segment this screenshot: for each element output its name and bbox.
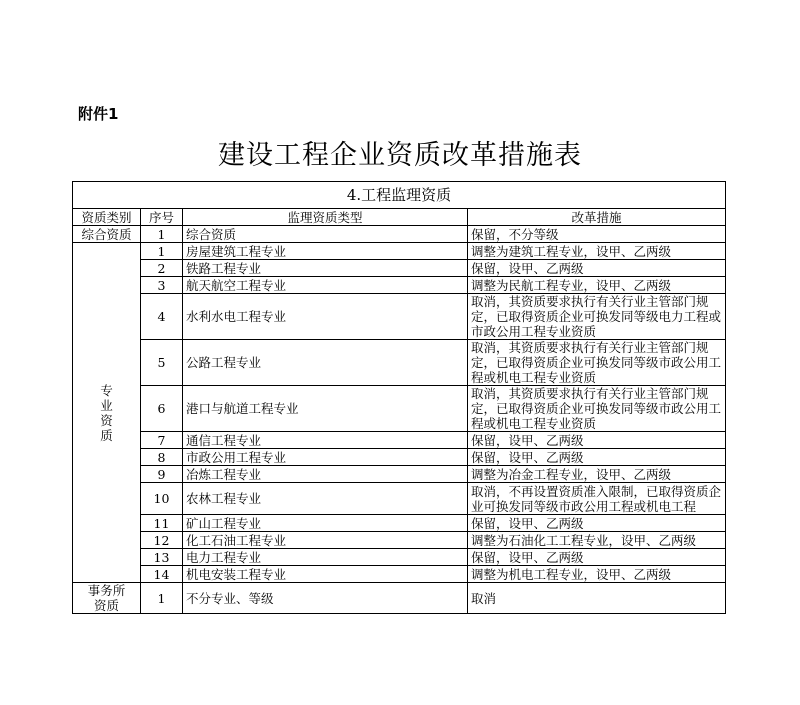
row-type: 化工石油工程专业 xyxy=(183,532,468,549)
row-type: 通信工程专业 xyxy=(183,432,468,449)
table-row xyxy=(73,432,726,449)
row-number: 4 xyxy=(141,294,183,340)
row-number: 10 xyxy=(141,483,183,515)
category-cell: 综合资质 xyxy=(73,226,141,243)
row-measure: 保留，设甲、乙两级 xyxy=(468,432,726,449)
row-measure: 取消，不再设置资质准入限制，已取得资质企业可换发同等级市政公用工程或机电工程 xyxy=(468,483,726,515)
page-title: 建设工程企业资质改革措施表 xyxy=(218,140,582,171)
row-type: 水利水电工程专业 xyxy=(183,294,468,340)
category-line: 资质 xyxy=(93,598,119,613)
row-number: 2 xyxy=(141,260,183,277)
header-type: 监理资质类型 xyxy=(183,209,468,226)
row-measure: 取消 xyxy=(468,583,726,614)
header-measure: 改革措施 xyxy=(468,209,726,226)
row-number: 3 xyxy=(141,277,183,294)
table-row xyxy=(73,226,726,243)
table-row xyxy=(73,260,726,277)
table-row xyxy=(73,340,726,386)
row-measure: 保留，设甲、乙两级 xyxy=(468,515,726,532)
category-char: 业 xyxy=(100,397,113,413)
row-measure: 取消，其资质要求执行有关行业主管部门规定，已取得资质企业可换发同等级市政公用工程或机电工程专业资质 xyxy=(468,386,726,432)
row-type: 机电安装工程专业 xyxy=(183,566,468,583)
table-row xyxy=(73,466,726,483)
row-type: 航天航空工程专业 xyxy=(183,277,468,294)
category-line: 事务所 xyxy=(87,583,126,598)
table-row xyxy=(73,386,726,432)
table-row xyxy=(73,566,726,583)
row-type: 矿山工程专业 xyxy=(183,515,468,532)
row-type: 电力工程专业 xyxy=(183,549,468,566)
table-header-row xyxy=(73,209,726,226)
row-type: 冶炼工程专业 xyxy=(183,466,468,483)
row-type: 市政公用工程专业 xyxy=(183,449,468,466)
row-number: 6 xyxy=(141,386,183,432)
row-measure: 调整为石油化工工程专业，设甲、乙两级 xyxy=(468,532,726,549)
table-row xyxy=(73,449,726,466)
category-char: 资 xyxy=(100,412,113,428)
row-measure: 调整为机电工程专业，设甲、乙两级 xyxy=(468,566,726,583)
row-number: 1 xyxy=(141,243,183,260)
table-caption: 4.工程监理资质 xyxy=(73,182,726,209)
table-row xyxy=(73,294,726,340)
table-row xyxy=(73,515,726,532)
row-number: 11 xyxy=(141,515,183,532)
row-number: 5 xyxy=(141,340,183,386)
row-measure: 取消，其资质要求执行有关行业主管部门规定，已取得资质企业可换发同等级市政公用工程或机电工程专业资质 xyxy=(468,340,726,386)
row-number: 14 xyxy=(141,566,183,583)
row-measure: 调整为建筑工程专业，设甲、乙两级 xyxy=(468,243,726,260)
category-cell-professional xyxy=(73,243,141,583)
row-number: 1 xyxy=(141,226,183,243)
table-row xyxy=(73,277,726,294)
attachment-label: 附件1 xyxy=(78,105,119,123)
table-row xyxy=(73,549,726,566)
header-category: 资质类别 xyxy=(73,209,141,226)
category-cell-firm xyxy=(73,583,141,614)
row-type: 房屋建筑工程专业 xyxy=(183,243,468,260)
row-type: 港口与航道工程专业 xyxy=(183,386,468,432)
table-row xyxy=(73,483,726,515)
reform-measures-table xyxy=(72,181,726,614)
row-type: 不分专业、等级 xyxy=(183,583,468,614)
row-number: 7 xyxy=(141,432,183,449)
category-char: 专 xyxy=(100,382,113,398)
row-type: 铁路工程专业 xyxy=(183,260,468,277)
row-measure: 调整为冶金工程专业，设甲、乙两级 xyxy=(468,466,726,483)
row-measure: 调整为民航工程专业，设甲、乙两级 xyxy=(468,277,726,294)
table-row xyxy=(73,583,726,614)
header-number: 序号 xyxy=(141,209,183,226)
row-measure: 保留，设甲、乙两级 xyxy=(468,260,726,277)
row-measure: 保留，不分等级 xyxy=(468,226,726,243)
row-number: 9 xyxy=(141,466,183,483)
row-type: 综合资质 xyxy=(183,226,468,243)
row-measure: 保留，设甲、乙两级 xyxy=(468,549,726,566)
row-number: 1 xyxy=(141,583,183,614)
row-measure: 取消，其资质要求执行有关行业主管部门规定，已取得资质企业可换发同等级电力工程或市政公用工程专业资质 xyxy=(468,294,726,340)
row-type: 公路工程专业 xyxy=(183,340,468,386)
row-number: 13 xyxy=(141,549,183,566)
row-type: 农林工程专业 xyxy=(183,483,468,515)
table-row xyxy=(73,243,726,260)
category-char: 质 xyxy=(100,427,113,443)
row-number: 8 xyxy=(141,449,183,466)
table-row xyxy=(73,532,726,549)
row-number: 12 xyxy=(141,532,183,549)
row-measure: 保留，设甲、乙两级 xyxy=(468,449,726,466)
